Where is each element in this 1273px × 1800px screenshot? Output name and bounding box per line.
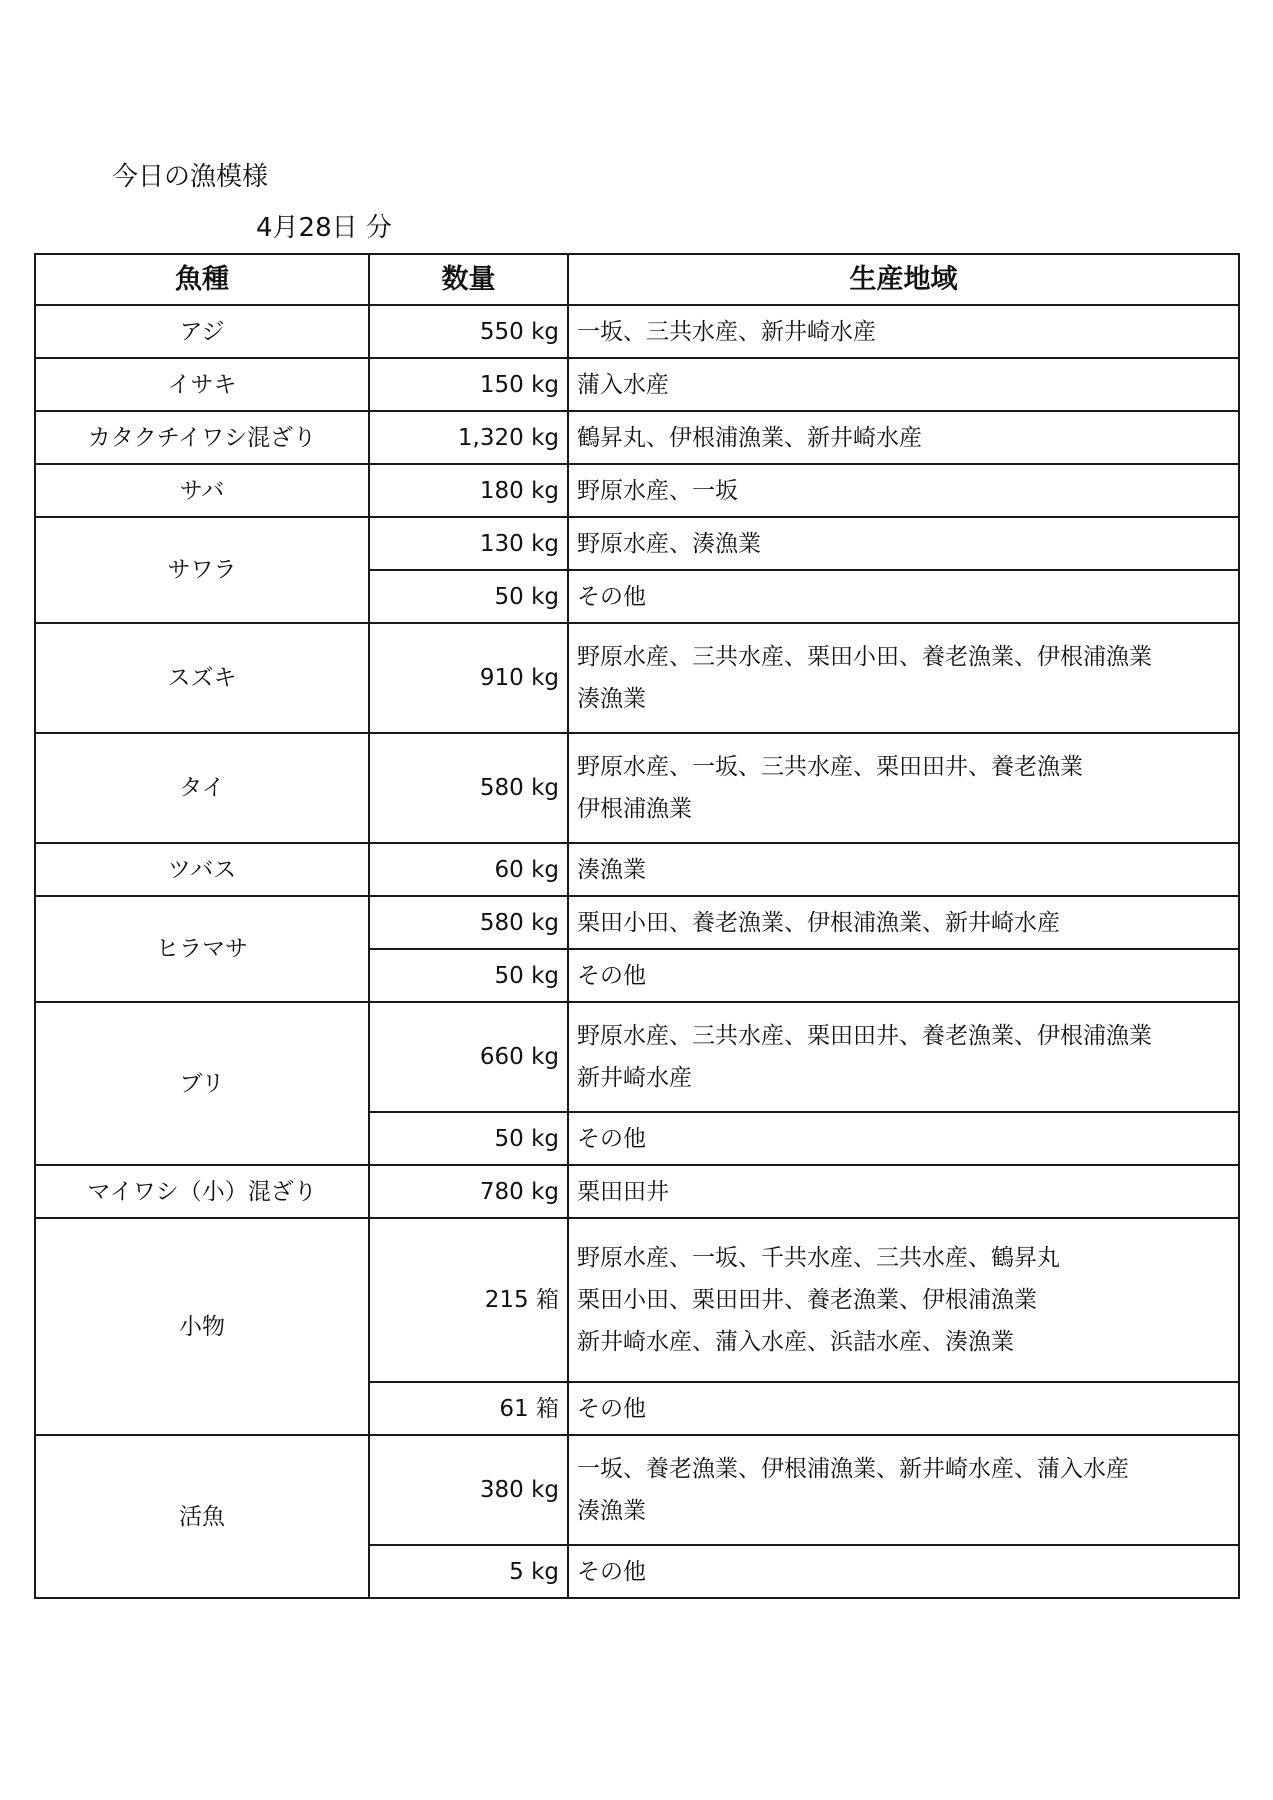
origin-cell (568, 517, 1239, 570)
origin-cell (568, 1545, 1239, 1598)
fish-cell: サバ (35, 464, 369, 517)
origin-cell (568, 1002, 1239, 1112)
origin-line: 湊漁業 (577, 856, 646, 883)
table-row (35, 623, 1239, 733)
origin-cell (568, 733, 1239, 843)
origin-line: 栗田小田、栗田田井、養老漁業、伊根浦漁業 (577, 1287, 1037, 1313)
origin-cell (568, 623, 1239, 733)
quantity-cell: 180 kg (369, 464, 568, 517)
table-row (35, 896, 1239, 949)
origin-line: 栗田田井 (577, 1178, 669, 1205)
origin-line: 野原水産、三共水産、栗田田井、養老漁業、伊根浦漁業 (577, 1023, 1152, 1049)
table-row (35, 358, 1239, 411)
origin-cell (568, 570, 1239, 623)
origin-cell (568, 1382, 1239, 1435)
origin-line: 鶴昇丸、伊根浦漁業、新井崎水産 (577, 424, 922, 451)
origin-line: 野原水産、一坂 (577, 477, 738, 504)
quantity-cell: 580 kg (369, 733, 568, 843)
origin-line: 新井崎水産、蒲入水産、浜詰水産、湊漁業 (577, 1329, 1014, 1355)
table-row (35, 843, 1239, 896)
quantity-cell: 150 kg (369, 358, 568, 411)
quantity-cell: 130 kg (369, 517, 568, 570)
origin-line: 蒲入水産 (577, 371, 669, 398)
quantity-cell: 50 kg (369, 1112, 568, 1165)
catch-table (34, 253, 1240, 1599)
origin-line: 新井崎水産 (577, 1065, 692, 1091)
table-row (35, 733, 1239, 843)
fish-cell: イサキ (35, 358, 369, 411)
origin-cell (568, 358, 1239, 411)
origin-line: その他 (577, 1558, 646, 1585)
origin-cell (568, 1165, 1239, 1218)
origin-line: 湊漁業 (577, 1498, 646, 1524)
fish-cell: カタクチイワシ混ざり (35, 411, 369, 464)
origin-line: その他 (577, 1125, 646, 1152)
origin-line: その他 (577, 583, 646, 610)
origin-cell (568, 896, 1239, 949)
origin-cell (568, 305, 1239, 358)
fish-cell: アジ (35, 305, 369, 358)
quantity-cell: 61 箱 (369, 1382, 568, 1435)
origin-line: その他 (577, 1395, 646, 1422)
table-row (35, 1002, 1239, 1112)
fish-cell: 小物 (35, 1218, 369, 1435)
origin-cell (568, 1112, 1239, 1165)
origin-line: 野原水産、三共水産、栗田小田、養老漁業、伊根浦漁業 (577, 644, 1152, 670)
origin-cell (568, 949, 1239, 1002)
quantity-cell: 1,320 kg (369, 411, 568, 464)
origin-cell (568, 411, 1239, 464)
origin-line: 一坂、三共水産、新井崎水産 (577, 318, 876, 345)
fish-cell: サワラ (35, 517, 369, 623)
fish-cell: ブリ (35, 1002, 369, 1165)
table-row (35, 517, 1239, 570)
quantity-cell: 380 kg (369, 1435, 568, 1545)
fish-cell: スズキ (35, 623, 369, 733)
origin-line: 野原水産、湊漁業 (577, 530, 761, 557)
fish-cell: 活魚 (35, 1435, 369, 1598)
fish-cell: ツバス (35, 843, 369, 896)
quantity-cell: 215 箱 (369, 1218, 568, 1382)
origin-line: その他 (577, 962, 646, 989)
origin-line: 野原水産、一坂、千共水産、三共水産、鶴昇丸 (577, 1245, 1060, 1271)
table-header-row (35, 254, 1239, 305)
report-date: 4月28日 分 (256, 213, 392, 243)
origin-line: 栗田小田、養老漁業、伊根浦漁業、新井崎水産 (577, 909, 1060, 936)
origin-line: 一坂、養老漁業、伊根浦漁業、新井崎水産、蒲入水産 (577, 1456, 1129, 1482)
fish-cell: タイ (35, 733, 369, 843)
page-title: 今日の漁模様 (112, 162, 269, 192)
origin-cell (568, 464, 1239, 517)
column-header-quantity: 数量 (369, 254, 568, 305)
table-row (35, 464, 1239, 517)
column-header-fish: 魚種 (35, 254, 369, 305)
table-row (35, 1165, 1239, 1218)
quantity-cell: 550 kg (369, 305, 568, 358)
quantity-cell: 5 kg (369, 1545, 568, 1598)
quantity-cell: 660 kg (369, 1002, 568, 1112)
quantity-cell: 50 kg (369, 949, 568, 1002)
origin-line: 伊根浦漁業 (577, 796, 692, 822)
origin-line: 湊漁業 (577, 686, 646, 712)
origin-cell (568, 1218, 1239, 1382)
origin-line: 野原水産、一坂、三共水産、栗田田井、養老漁業 (577, 754, 1083, 780)
origin-cell (568, 1435, 1239, 1545)
quantity-cell: 60 kg (369, 843, 568, 896)
table-row (35, 1435, 1239, 1545)
quantity-cell: 50 kg (369, 570, 568, 623)
table-row (35, 411, 1239, 464)
quantity-cell: 780 kg (369, 1165, 568, 1218)
table-row (35, 1218, 1239, 1382)
column-header-origin: 生産地域 (568, 254, 1239, 305)
origin-cell (568, 843, 1239, 896)
quantity-cell: 580 kg (369, 896, 568, 949)
fish-cell: ヒラマサ (35, 896, 369, 1002)
fish-cell: マイワシ（小）混ざり (35, 1165, 369, 1218)
quantity-cell: 910 kg (369, 623, 568, 733)
table-row (35, 305, 1239, 358)
